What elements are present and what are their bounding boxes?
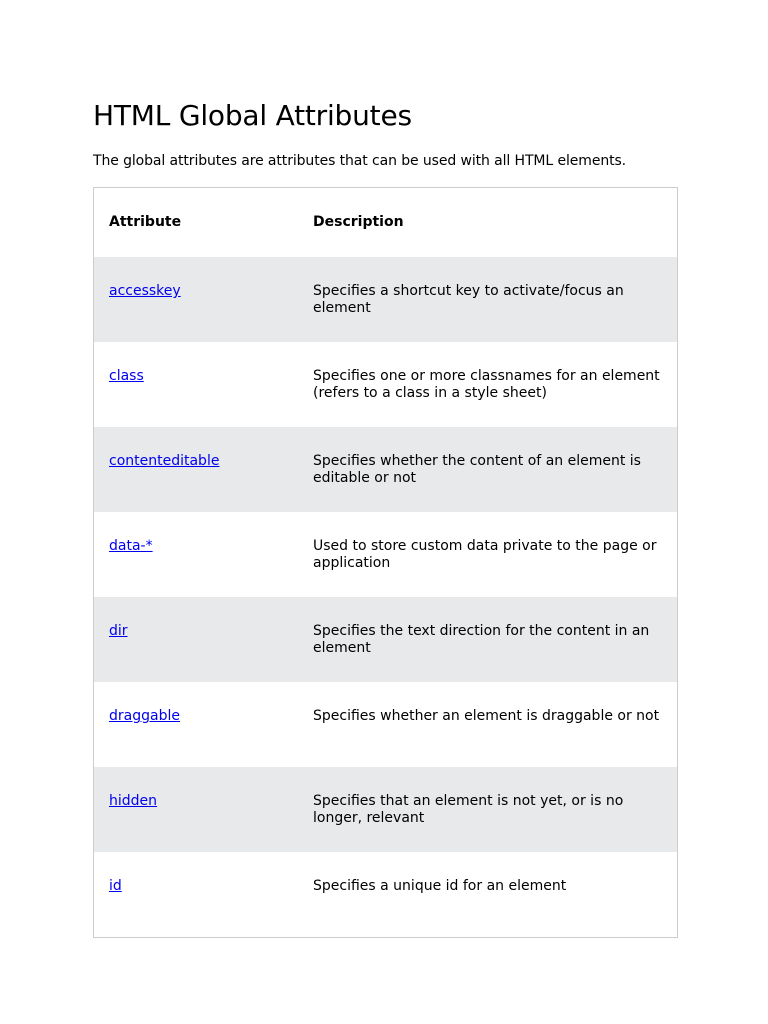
table-row [94, 767, 677, 852]
header-description: Description [313, 214, 404, 230]
attribute-link-contenteditable[interactable]: contenteditable [109, 453, 220, 469]
table-row [94, 852, 677, 937]
attribute-cell [94, 852, 298, 937]
attribute-cell [94, 342, 298, 427]
description-cell: Specifies one or more classnames for an element (refers to a class in a style sheet) [298, 342, 677, 427]
attribute-link-dir[interactable]: dir [109, 623, 128, 639]
table-row [94, 512, 677, 597]
description-cell: Specifies a shortcut key to activate/focus an element [298, 257, 677, 342]
page-title: HTML Global Attributes [93, 99, 412, 132]
description-cell: Specifies the text direction for the content in an element [298, 597, 677, 682]
header-attribute: Attribute [109, 214, 182, 230]
attribute-cell [94, 682, 298, 767]
intro-text: The global attributes are attributes that can be used with all HTML elements. [93, 153, 627, 169]
description-cell: Used to store custom data private to the page or application [298, 512, 677, 597]
table-row [94, 682, 677, 767]
attribute-link-draggable[interactable]: draggable [109, 708, 180, 724]
description-cell: Specifies that an element is not yet, or is no longer, relevant [298, 767, 677, 852]
description-cell: Specifies whether the content of an element is editable or not [298, 427, 677, 512]
attribute-link-class[interactable]: class [109, 368, 144, 384]
table-row [94, 597, 677, 682]
table-header-row [94, 188, 677, 257]
attribute-link-data[interactable]: data-* [109, 538, 153, 554]
attribute-link-id[interactable]: id [109, 878, 122, 894]
attribute-cell [94, 427, 298, 512]
description-cell: Specifies a unique id for an element [298, 852, 677, 937]
description-cell: Specifies whether an element is draggable or not [298, 682, 677, 767]
attribute-cell [94, 512, 298, 597]
attribute-link-accesskey[interactable]: accesskey [109, 283, 181, 299]
table-row [94, 427, 677, 512]
attribute-cell [94, 257, 298, 342]
attributes-table [94, 188, 677, 937]
attribute-link-hidden[interactable]: hidden [109, 793, 158, 809]
table-row [94, 257, 677, 342]
attributes-table-container [93, 187, 678, 938]
attribute-cell [94, 597, 298, 682]
table-row [94, 342, 677, 427]
attribute-cell [94, 767, 298, 852]
